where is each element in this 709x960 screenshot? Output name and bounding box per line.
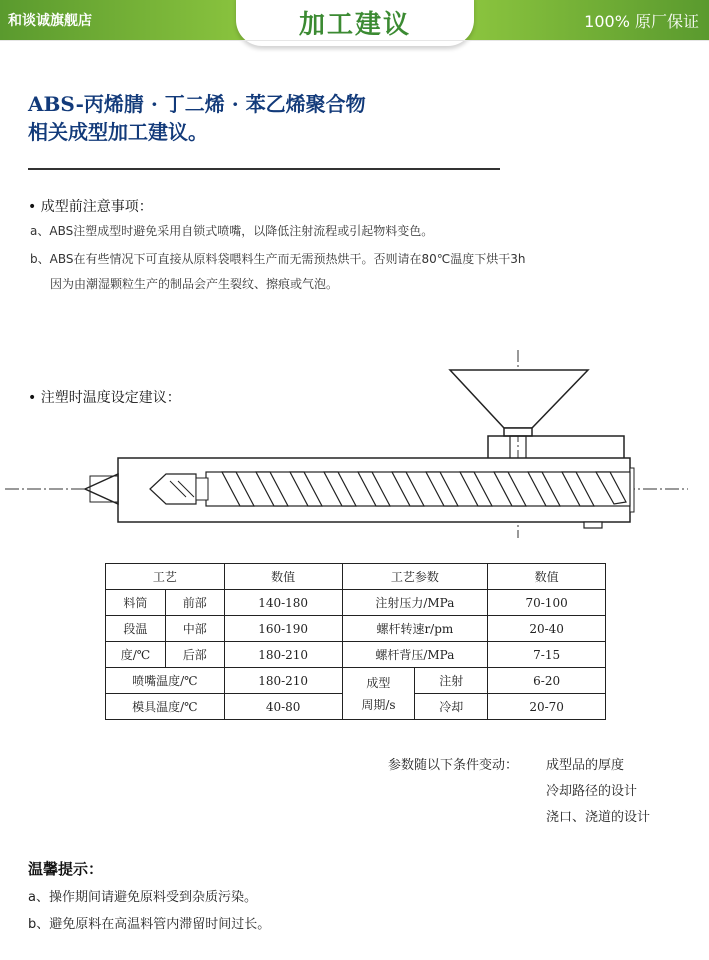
cell-screw-speed-value: 20-40: [488, 616, 606, 642]
cell-mold-temp-value: 40-80: [224, 694, 342, 720]
header-parameter: 工艺参数: [342, 564, 488, 590]
cell-rear: 后部: [165, 642, 224, 668]
condition-item-gate: 浇口、浇道的设计: [546, 810, 651, 825]
cycle-label-line-1: 成型: [366, 675, 391, 690]
tips-heading: 温馨提示：: [28, 860, 104, 878]
cell-front-value: 140-180: [224, 590, 342, 616]
header-value-2: 数值: [488, 564, 606, 590]
page-title: [28, 90, 366, 146]
cell-middle-value: 160-190: [224, 616, 342, 642]
cell-injection-pressure-value: 70-100: [488, 590, 606, 616]
conditions-label: 参数随以下条件变动：: [388, 758, 519, 773]
cell-back-pressure-value: 7-15: [488, 642, 606, 668]
condition-item-cooling: 冷却路径的设计: [546, 784, 638, 799]
page-title-line-2: 相关成型加工建议。: [28, 120, 208, 144]
cell-nozzle-temp: 喷嘴温度/℃: [106, 668, 225, 694]
condition-item-thickness: 成型品的厚度: [546, 758, 625, 773]
cell-inject: 注射: [415, 668, 488, 694]
cell-back-pressure: 螺杆背压/MPa: [342, 642, 488, 668]
table-row: [106, 616, 606, 642]
cell-barrel: 料筒: [106, 590, 166, 616]
precaution-item-b: b、ABS在有些情况下可直接从原料袋喂料生产而无需预热烘干。否则请在80℃温度下烘干3h: [30, 252, 526, 266]
page-header: [0, 0, 709, 58]
table-header-row: [106, 564, 606, 590]
cell-front: 前部: [165, 590, 224, 616]
cell-mold-temp: 模具温度/℃: [106, 694, 225, 720]
cell-inject-value: 6-20: [488, 668, 606, 694]
table-row: [106, 668, 606, 694]
parameter-table: [105, 563, 606, 720]
page-title-line-1: ABS-丙烯腈 · 丁二烯 · 苯乙烯聚合物: [28, 92, 366, 116]
cell-injection-pressure: 注射压力/MPa: [342, 590, 488, 616]
header-right-bar: [459, 0, 709, 40]
header-value: 数值: [224, 564, 342, 590]
cell-nozzle-temp-value: 180-210: [224, 668, 342, 694]
store-name[interactable]: 和谈诚旗舰店: [8, 13, 92, 29]
cell-screw-speed: 螺杆转速r/pm: [342, 616, 488, 642]
tip-item-b: b、避免原料在高温料管内滞留时间过长。: [28, 917, 271, 932]
cell-degree: 度/℃: [106, 642, 166, 668]
precaution-item-b-cont: 因为由潮湿颗粒生产的制品会产生裂纹、擦痕或气泡。: [50, 277, 339, 291]
cell-middle: 中部: [165, 616, 224, 642]
cell-cool-value: 20-70: [488, 694, 606, 720]
header-left-bar: [0, 0, 260, 40]
guarantee-text: 100% 原厂保证: [584, 12, 699, 31]
precautions-heading: • 成型前注意事项：: [28, 199, 153, 215]
cycle-label-line-2: 周期/s: [361, 697, 396, 712]
precaution-item-a: a、ABS注塑成型时避免采用自锁式喷嘴，以降低注射流程或引起物料变色。: [30, 224, 434, 238]
header-process: 工艺: [106, 564, 225, 590]
cell-section-temp: 段温: [106, 616, 166, 642]
header-divider: [0, 40, 709, 41]
title-rule: [28, 168, 500, 170]
tip-item-a: a、操作期间请避免原料受到杂质污染。: [28, 890, 257, 905]
table-row: [106, 642, 606, 668]
cell-cycle-label: [342, 668, 415, 720]
injection-screw-diagram: [0, 340, 709, 550]
cell-cool: 冷却: [415, 694, 488, 720]
section-title: 加工建议: [298, 10, 411, 40]
table-row: [106, 590, 606, 616]
cell-rear-value: 180-210: [224, 642, 342, 668]
hopper: [450, 370, 588, 428]
temperature-heading: • 注塑时温度设定建议：: [28, 390, 181, 406]
